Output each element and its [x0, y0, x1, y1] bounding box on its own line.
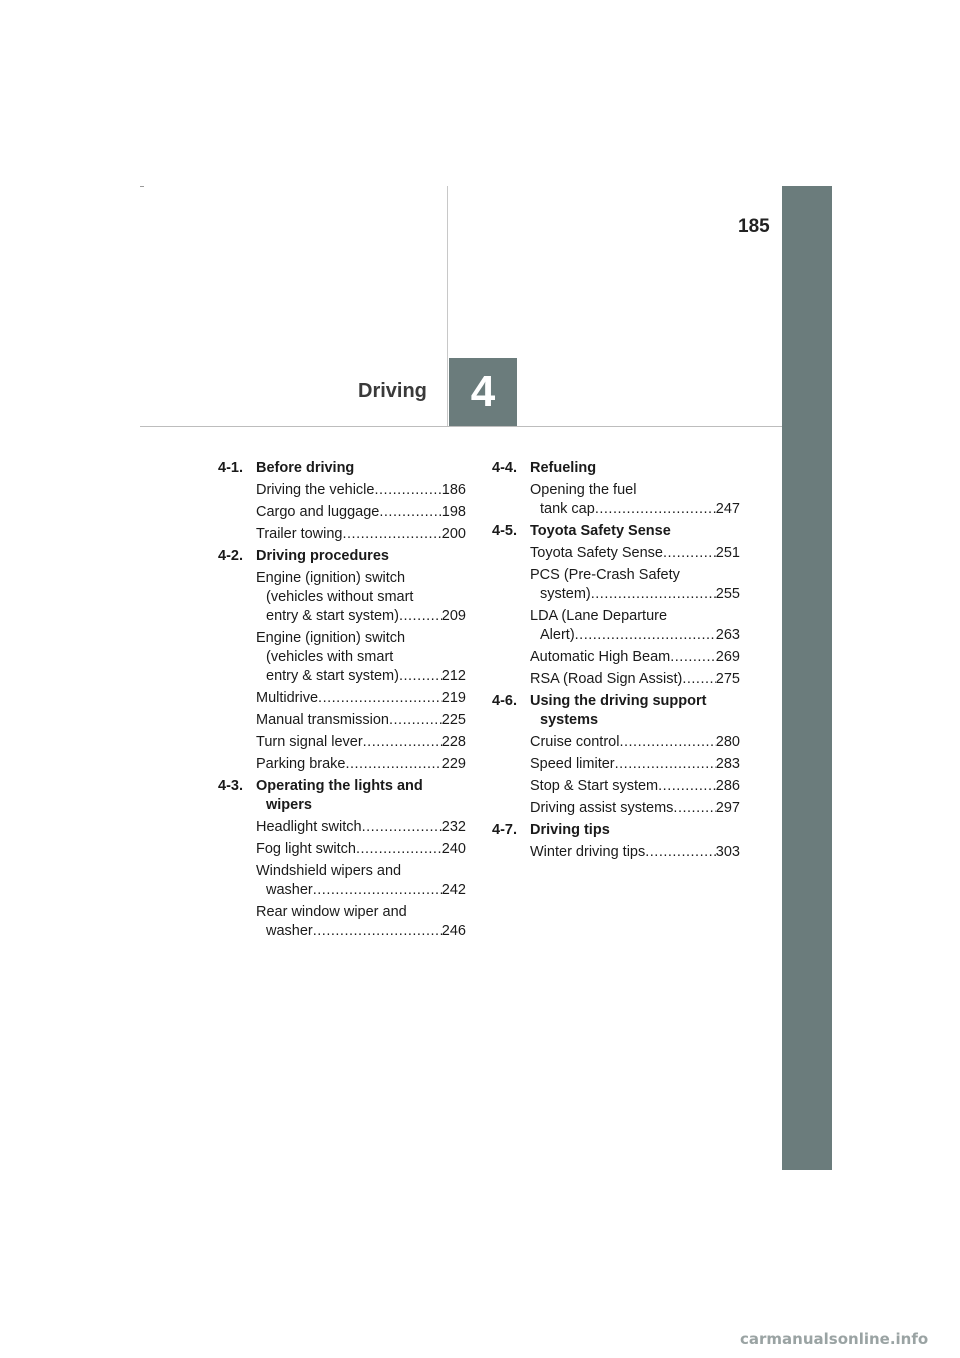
entry-text: RSA (Road Sign Assist)	[530, 671, 683, 687]
entry-page-number: 280	[715, 734, 740, 750]
entry-page-number: 286	[715, 778, 740, 794]
dot-leader	[615, 755, 716, 774]
header-divider-horizontal	[140, 426, 782, 427]
toc-entry	[256, 755, 466, 774]
entry-text: system)	[540, 586, 591, 602]
entry-text: entry & start system)	[266, 668, 399, 684]
entry-page-number: 303	[715, 844, 740, 860]
entry-text-line: Windshield wipers and	[256, 863, 402, 879]
section-heading	[492, 459, 740, 478]
dot-leader	[379, 503, 441, 522]
toc-entry	[530, 648, 740, 667]
entry-page-number: 275	[715, 671, 740, 687]
entry-page-number: 251	[715, 545, 740, 561]
dot-leader	[313, 922, 442, 941]
entry-text: entry & start system)	[266, 608, 399, 624]
entry-text-line: Engine (ignition) switch	[256, 630, 406, 646]
entry-leader-line	[256, 711, 466, 730]
toc-entry	[530, 566, 740, 604]
entry-text: Winter driving tips	[530, 844, 646, 860]
entry-leader-line	[256, 503, 466, 522]
dot-leader	[663, 544, 716, 563]
entry-leader-line	[530, 648, 740, 667]
entry-leader-line	[530, 626, 740, 645]
entry-leader-line	[530, 733, 740, 752]
entry-text: Speed limiter	[530, 756, 615, 772]
toc-entry	[256, 629, 466, 686]
toc-entry	[256, 481, 466, 500]
entry-leader-line	[530, 843, 740, 862]
section-title-line: Toyota Safety Sense	[530, 523, 671, 539]
section-heading	[218, 547, 466, 566]
chapter-side-tab	[782, 186, 832, 1170]
dot-leader	[363, 733, 442, 752]
dot-leader	[658, 777, 716, 796]
section-title	[256, 777, 466, 815]
entry-leader-line	[256, 733, 466, 752]
entry-leader-line	[530, 500, 740, 519]
section-title	[256, 547, 466, 566]
entry-text-line: (vehicles with smart	[266, 649, 394, 665]
entry-page-number: 209	[441, 608, 466, 624]
section-heading	[218, 777, 466, 815]
dot-leader	[673, 799, 715, 818]
entry-text: Parking brake	[256, 756, 346, 772]
entry-page-number: 200	[441, 526, 466, 542]
section-title-line: Refueling	[530, 460, 597, 476]
entry-leader-line	[530, 755, 740, 774]
entry-leader-line	[256, 481, 466, 500]
entry-leader-line	[256, 881, 466, 900]
toc-entry	[256, 733, 466, 752]
entry-page-number: 229	[441, 756, 466, 772]
section-title	[530, 821, 740, 840]
entry-page-number: 225	[441, 712, 466, 728]
toc-entry	[530, 670, 740, 689]
section-title-line: Operating the lights and	[256, 778, 423, 794]
dot-leader	[591, 585, 716, 604]
entry-page-number: 255	[715, 586, 740, 602]
section-number: 4-7.	[492, 822, 517, 838]
entry-page-number: 283	[715, 756, 740, 772]
section-heading	[492, 522, 740, 541]
entry-text-line: Rear window wiper and	[256, 904, 407, 920]
entry-page-number: 246	[441, 923, 466, 939]
dot-leader	[389, 711, 442, 730]
dot-leader	[313, 881, 442, 900]
toc-entry	[256, 711, 466, 730]
entry-text: Cruise control	[530, 734, 620, 750]
entry-text: Stop & Start system	[530, 778, 659, 794]
chapter-title: Driving	[358, 380, 427, 402]
section-number: 4-4.	[492, 460, 517, 476]
entry-page-number: 263	[715, 627, 740, 643]
entry-leader-line	[530, 585, 740, 604]
dot-leader	[595, 500, 716, 519]
toc-entry	[256, 689, 466, 708]
section-title-line: Driving procedures	[256, 548, 389, 564]
toc-section	[218, 547, 466, 774]
toc-entry	[530, 755, 740, 774]
toc-entry	[530, 481, 740, 519]
header-divider-vertical	[447, 186, 448, 426]
entry-text: Turn signal lever	[256, 734, 363, 750]
toc-section	[492, 459, 740, 519]
entry-text: washer	[266, 882, 313, 898]
entry-text: Fog light switch	[256, 841, 356, 857]
entry-text: Multidrive	[256, 690, 319, 706]
entry-leader-line	[530, 670, 740, 689]
dot-leader	[345, 755, 441, 774]
entry-text: Headlight switch	[256, 819, 362, 835]
entry-page-number: 219	[441, 690, 466, 706]
dot-leader	[619, 733, 715, 752]
section-title-line: systems	[540, 712, 599, 728]
entry-text: Trailer towing	[256, 526, 343, 542]
entry-page-number: 212	[441, 668, 466, 684]
watermark: carmanualsonline.info	[740, 1330, 929, 1348]
entry-text: Alert)	[540, 627, 575, 643]
entry-page-number: 242	[441, 882, 466, 898]
section-title	[530, 459, 740, 478]
entry-page-number: 198	[441, 504, 466, 520]
dot-leader	[318, 689, 442, 708]
toc-entry	[530, 777, 740, 796]
toc-entry	[256, 862, 466, 900]
entry-text: Toyota Safety Sense	[530, 545, 663, 561]
toc-entry	[256, 903, 466, 941]
entry-leader-line	[256, 667, 466, 686]
toc-entry	[256, 569, 466, 626]
page-number: 185	[738, 216, 770, 237]
toc-entry	[530, 607, 740, 645]
entry-leader-line	[256, 689, 466, 708]
section-number: 4-1.	[218, 460, 243, 476]
toc-section	[492, 522, 740, 689]
toc-column-right	[492, 459, 740, 865]
toc-entry	[530, 799, 740, 818]
dot-leader	[682, 670, 715, 689]
section-title-line: Driving tips	[530, 822, 610, 838]
entry-page-number: 269	[715, 649, 740, 665]
entry-text: Driving assist systems	[530, 800, 674, 816]
entry-leader-line	[256, 607, 466, 626]
entry-leader-line	[530, 799, 740, 818]
dot-leader	[645, 843, 716, 862]
entry-page-number: 232	[441, 819, 466, 835]
dot-leader	[374, 481, 441, 500]
dot-leader	[670, 648, 716, 667]
toc-entry	[256, 840, 466, 859]
toc-entry	[256, 818, 466, 837]
toc-entry	[530, 733, 740, 752]
toc-entry	[530, 544, 740, 563]
entry-leader-line	[256, 525, 466, 544]
entry-leader-line	[256, 840, 466, 859]
section-number: 4-2.	[218, 548, 243, 564]
entry-text: Cargo and luggage	[256, 504, 380, 520]
entry-text: Driving the vehicle	[256, 482, 375, 498]
dot-leader	[575, 626, 716, 645]
section-title-line: Using the driving support	[530, 693, 707, 709]
section-number: 4-3.	[218, 778, 243, 794]
section-heading	[492, 692, 740, 730]
section-title	[530, 522, 740, 541]
entry-page-number: 240	[441, 841, 466, 857]
section-title-line: Before driving	[256, 460, 355, 476]
entry-leader-line	[530, 777, 740, 796]
section-number: 4-5.	[492, 523, 517, 539]
entry-text-line: Opening the fuel	[530, 482, 637, 498]
entry-text: tank cap	[540, 501, 595, 517]
entry-leader-line	[256, 755, 466, 774]
toc-section	[492, 692, 740, 818]
section-heading	[492, 821, 740, 840]
entry-text-line: LDA (Lane Departure	[530, 608, 668, 624]
section-title	[530, 692, 740, 730]
entry-page-number: 247	[715, 501, 740, 517]
dot-leader	[399, 607, 442, 626]
entry-text: Automatic High Beam	[530, 649, 671, 665]
entry-leader-line	[256, 922, 466, 941]
dot-leader	[343, 525, 442, 544]
dot-leader	[362, 818, 442, 837]
entry-page-number: 186	[441, 482, 466, 498]
entry-text: washer	[266, 923, 313, 939]
corner-mark	[140, 186, 144, 187]
entry-page-number: 297	[715, 800, 740, 816]
dot-leader	[399, 667, 442, 686]
section-number: 4-6.	[492, 693, 517, 709]
toc-section	[218, 459, 466, 544]
entry-leader-line	[256, 818, 466, 837]
dot-leader	[356, 840, 442, 859]
entry-text-line: Engine (ignition) switch	[256, 570, 406, 586]
section-title-line: wipers	[266, 797, 312, 813]
section-title	[256, 459, 466, 478]
toc-section	[218, 777, 466, 941]
entry-text-line: (vehicles without smart	[266, 589, 414, 605]
section-heading	[218, 459, 466, 478]
toc-entry	[256, 525, 466, 544]
toc-section	[492, 821, 740, 862]
toc-entry	[530, 843, 740, 862]
entry-text: Manual transmission	[256, 712, 389, 728]
toc-entry	[256, 503, 466, 522]
entry-leader-line	[530, 544, 740, 563]
entry-text-line: PCS (Pre-Crash Safety	[530, 567, 680, 583]
entry-page-number: 228	[441, 734, 466, 750]
chapter-number-box: 4	[449, 358, 517, 426]
toc-column-left	[218, 459, 466, 944]
